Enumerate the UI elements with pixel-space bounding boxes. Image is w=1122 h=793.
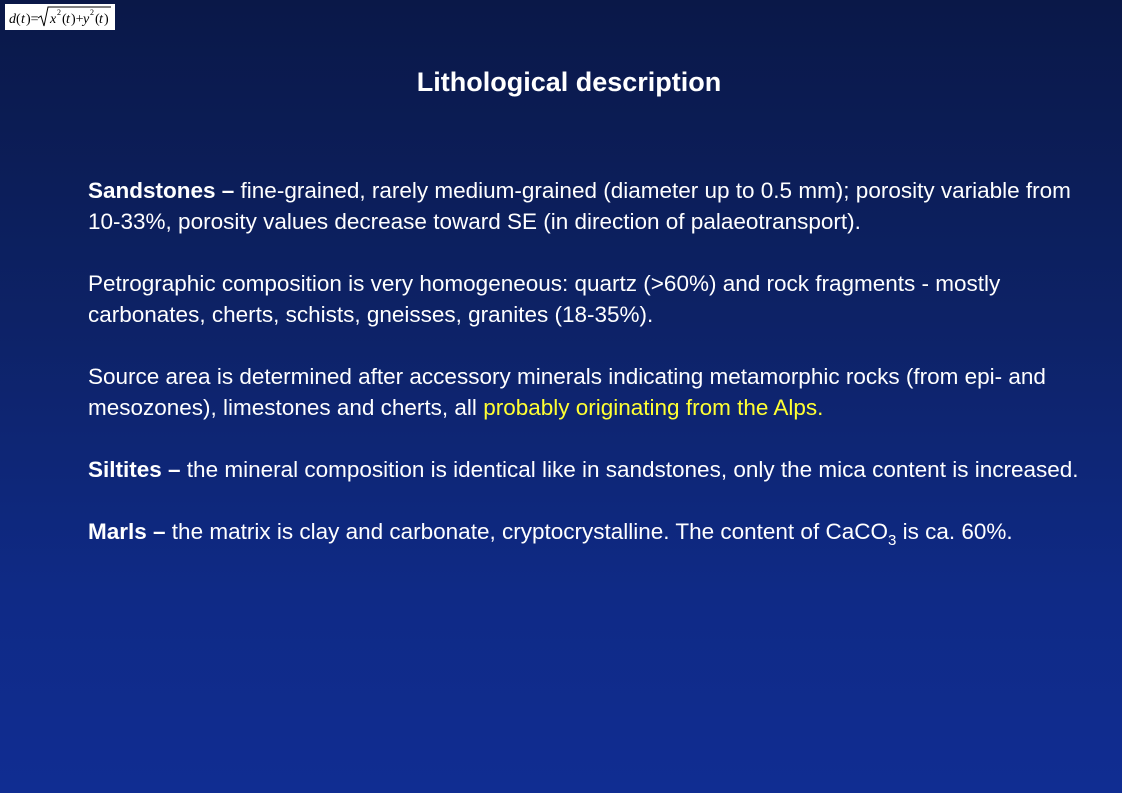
svg-text:): ): [104, 12, 109, 27]
source-area-text: Source area is determined after accessory minerals indicating metamorphic rocks (from epi- and mesozones), limestones and cherts, all: [88, 364, 1046, 420]
svg-text:(: (: [62, 12, 67, 27]
siltites-text: the mineral composition is identical like in sandstones, only the mica content is increased.: [180, 457, 1079, 482]
svg-text:(: (: [16, 12, 21, 27]
paragraph-sandstones: [88, 175, 1098, 237]
svg-text:)+: )+: [71, 12, 84, 27]
svg-text:2: 2: [57, 8, 61, 17]
formula-image: [5, 4, 115, 30]
marls-text-end: is ca. 60%.: [896, 519, 1013, 544]
term-siltites: Siltites –: [88, 457, 181, 482]
svg-text:y: y: [83, 12, 90, 27]
svg-text:d: d: [9, 12, 16, 27]
svg-text:)=: )=: [26, 12, 39, 27]
svg-text:t: t: [99, 12, 103, 27]
formula-graphic: [5, 4, 115, 30]
svg-text:x: x: [50, 12, 57, 27]
term-sandstones: Sandstones –: [88, 178, 235, 203]
paragraph-siltites: [88, 454, 1098, 485]
slide-title: Lithological description: [416, 67, 722, 97]
slide-body: [88, 175, 1098, 547]
petrographic-text: Petrographic composition is very homogeneous: quartz (>60%) and rock fragments - mostly carbonates, cherts, schists, gneisses, granites (18-35%).: [88, 271, 1001, 327]
paragraph-marls: [88, 516, 1098, 547]
source-area-highlight: probably originating from the Alps.: [483, 395, 824, 420]
marls-text: the matrix is clay and carbonate, cryptocrystalline. The content of CaCO: [165, 519, 888, 544]
svg-text:2: 2: [90, 8, 94, 17]
paragraph-petrographic: [88, 268, 1098, 330]
svg-text:t: t: [21, 12, 25, 27]
svg-text:t: t: [66, 12, 70, 27]
marls-subscript: 3: [887, 532, 897, 549]
svg-text:(: (: [95, 12, 100, 27]
paragraph-source-area: [88, 361, 1098, 423]
sandstones-text: fine-grained, rarely medium-grained (diameter up to 0.5 mm); porosity variable from 10-33%, porosity values decrease toward SE (in direction of palaeotransport).: [88, 178, 1071, 234]
term-marls: Marls –: [88, 519, 166, 544]
